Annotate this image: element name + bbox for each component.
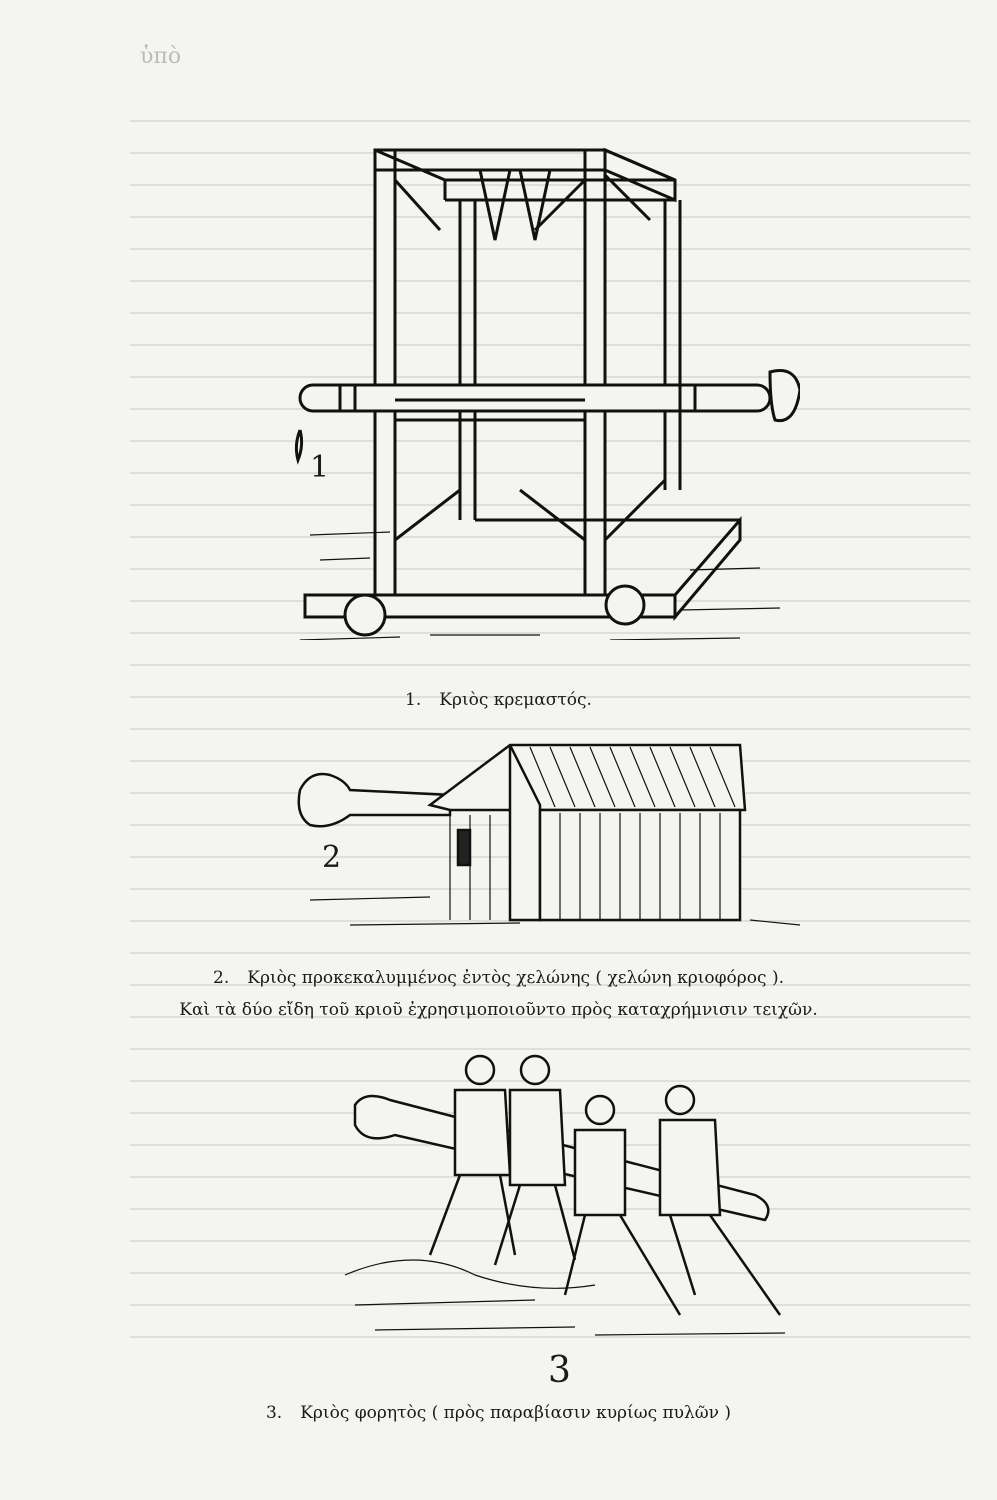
figure-1-number: 1: [310, 450, 330, 485]
figure-1-hanging-ram: [280, 140, 800, 640]
figure-2-caption: [0, 968, 997, 988]
figure-3-number: 3: [548, 1350, 571, 1391]
figure-3-caption-text: Κριὸς φορητὸς ( πρὸς παραβίασιν κυρίως πυλῶν ): [300, 1403, 732, 1423]
figure-1-caption-text: Κριὸς κρεμαστός.: [439, 690, 592, 710]
figure-3-caption: [0, 1403, 997, 1423]
figure-3-caption-number: 3.: [265, 1403, 283, 1423]
figure-1-caption: [0, 690, 997, 710]
figure-2-covered-ram: [290, 735, 810, 935]
figure-3-carried-ram: [335, 1045, 795, 1345]
figure-2-note: Καὶ τὰ δύο εἴδη τοῦ κριοῦ ἐχρησιμοποιοῦντο πρὸς καταχρήμνισιν τειχῶν.: [179, 1000, 818, 1020]
figure-2-caption-text: Κριὸς προκεκαλυμμένος ἐντὸς χελώνης ( χελώνη κριοφόρος ).: [247, 968, 784, 988]
figure-2-caption-number: 2.: [213, 968, 230, 988]
ghost-header: ὑπὸ: [140, 44, 182, 69]
figure-2-number: 2: [322, 840, 342, 875]
figure-1-caption-number: 1.: [405, 690, 422, 710]
